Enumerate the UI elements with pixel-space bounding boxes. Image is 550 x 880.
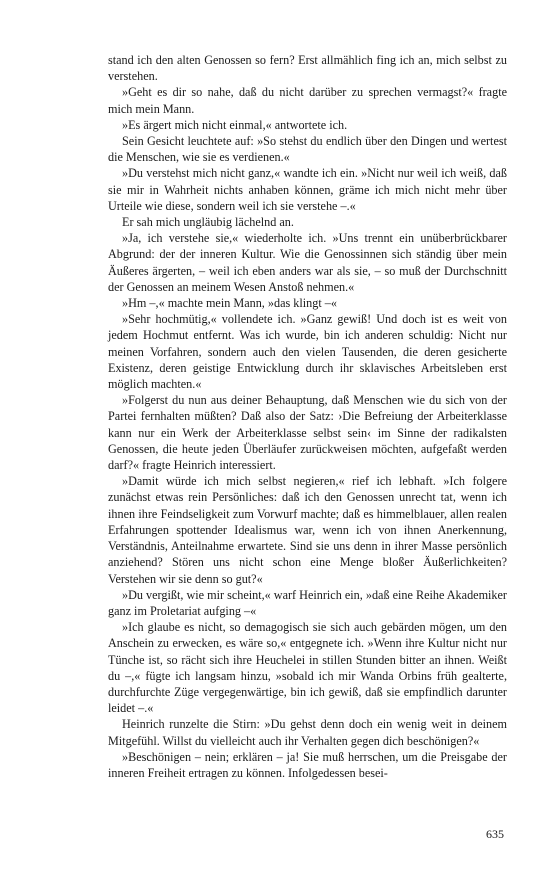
- paragraph: Sein Gesicht leuchtete auf: »So stehst du endlich über den Dingen und wertest die Menschen, wie sie es verdienen.«: [108, 134, 507, 165]
- paragraph: »Geht es dir so nahe, daß du nicht darüber zu sprechen vermagst?« fragte mich mein Mann.: [108, 85, 507, 116]
- paragraph: »Sehr hochmütig,« vollendete ich. »Ganz gewiß! Und doch ist es weit von jedem Hochmut entfernt. Was ich wurde, bin ich anderen schuldig: Nicht nur meinen Vorfahren, sondern auch den vielen Tausenden, die deren gesicherte Existenz, deren geistige Entwicklung durch ihr sklavisches Arbeitsleben erst möglich machten.«: [108, 312, 507, 392]
- paragraph: »Folgerst du nun aus deiner Behauptung, daß Menschen wie du sich von der Partei fernhalten müßten? Daß also der Satz: ›Die Befreiung der Arbeiterklasse kann nur ein Werk der Arbeiterklasse selbst sein‹ im Sinne der radikalsten Genossen, die heute jeden Überläufer zurückweisen möchten, aufgefaßt werden darf?« fragte Heinrich interessiert.: [108, 393, 507, 473]
- paragraph: »Damit würde ich mich selbst negieren,« rief ich lebhaft. »Ich folgere zunächst etwas rein Persönliches: daß ich den Genossen unrecht tat, wenn ich ihnen ihre Feindseligkeit zum Vorwurf machte; daß es himmelblauer, allen realen Erfahrungen spottender Idealismus war, wenn ich von ihnen Anerkennung, Verständnis, Anteilnahme erwartete. Sind sie uns denn in ihrer Masse persönlich anziehend? Stören uns nicht schon eine Menge bloßer Äußerlichkeiten? Verstehen wir sie denn so gut?«: [108, 474, 507, 586]
- paragraph: Er sah mich ungläubig lächelnd an.: [122, 215, 294, 230]
- paragraph: stand ich den alten Genossen so fern? Erst allmählich fing ich an, mich selbst zu verstehen.: [108, 53, 507, 84]
- paragraph: »Du vergißt, wie mir scheint,« warf Heinrich ein, »daß eine Reihe Akademiker ganz im Proletariat aufging –«: [108, 587, 507, 618]
- paragraph: »Beschönigen – nein; erklären – ja! Sie muß herrschen, um die Preisgabe der inneren Freiheit ertragen zu können. Infolgedessen besei-: [108, 749, 507, 780]
- paragraph: Heinrich runzelte die Stirn: »Du gehst denn doch ein wenig weit in deinem Mitgefühl. Willst du vielleicht auch ihr Verhalten gegen dich beschönigen?«: [108, 717, 507, 748]
- paragraph: »Hm –,« machte mein Mann, »das klingt –«: [122, 296, 337, 311]
- paragraph: »Ich glaube es nicht, so demagogisch sie sich auch gebärden mögen, um den Anschein zu erwecken, es wäre so,« entgegnete ich. »Wenn ihre Kultur nicht nur Tünche ist, so rächt sich ihre Heuchelei in stillen Stunden bitter an ihnen. Weißt du –,« fügte ich langsam hinzu, »sobald ich mir Wanda Orbins früh gealterte, durchfurchte Züge vergegenwärtige, bin ich gewiß, daß sie empfindlich darunter leidet –.«: [108, 620, 507, 716]
- paragraph: »Du verstehst mich nicht ganz,« wandte ich ein. »Nicht nur weil ich weiß, daß sie mir in Wahrheit nichts anhaben können, gräme ich mich nicht mehr über Urteile wie diese, sondern weil ich sie verstehe –.«: [108, 166, 507, 213]
- body-text: [108, 52, 507, 781]
- paragraph: »Ja, ich verstehe sie,« wiederholte ich. »Uns trennt ein unüberbrückbarer Abgrund: der der inneren Kultur. Wie die Genossinnen sich ständig über mein Äußeres ärgerten, – weil ich eben anders war als sie, – so muß der Durchschnitt der Genossen an meinem Wesen Anstoß nehmen.«: [108, 231, 507, 294]
- paragraph: »Es ärgert mich nicht einmal,« antwortete ich.: [122, 117, 348, 132]
- page-number: 635: [486, 827, 504, 841]
